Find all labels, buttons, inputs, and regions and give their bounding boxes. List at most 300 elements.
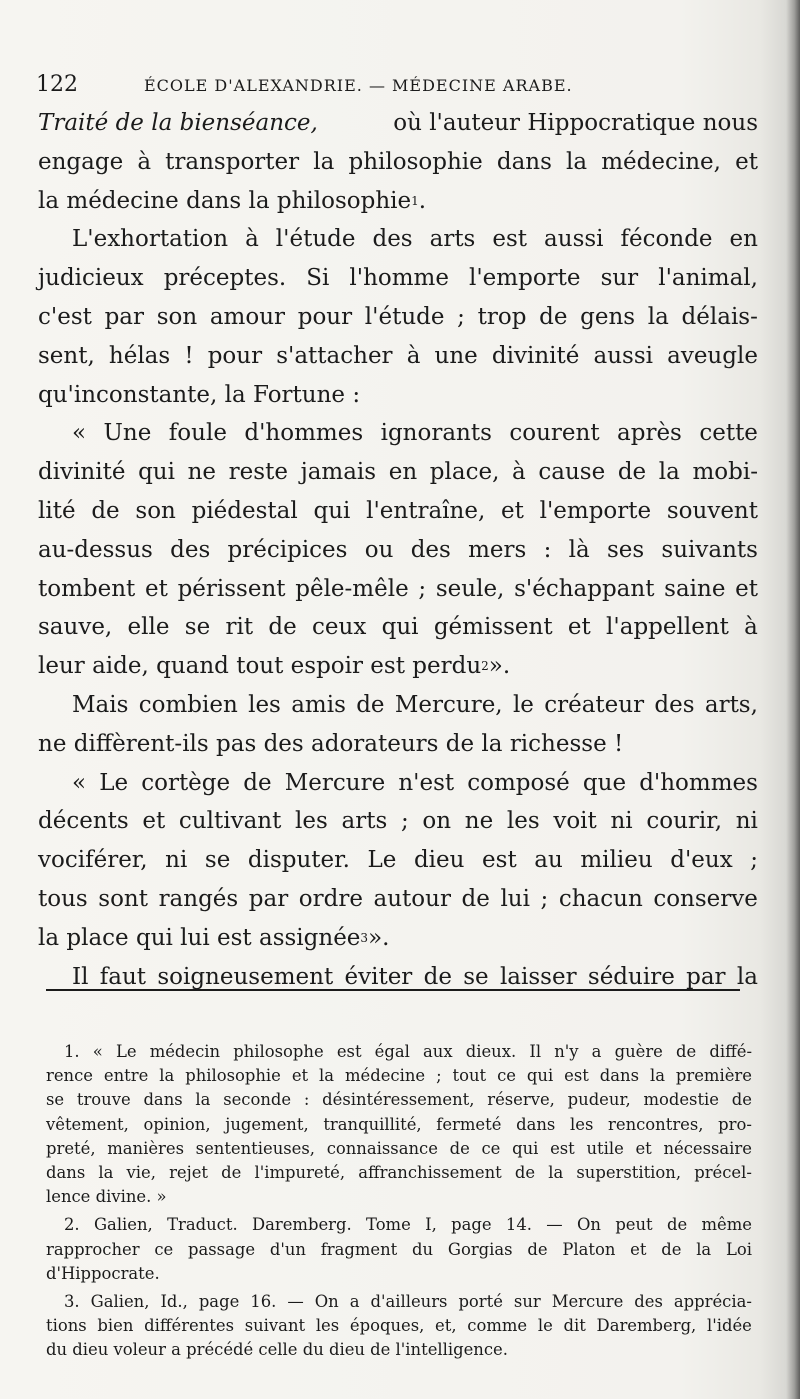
footnote-line <box>46 1064 752 1088</box>
word: de <box>539 303 568 330</box>
text-line <box>38 182 758 221</box>
footnote-1 <box>46 1040 752 1209</box>
word: cause <box>538 459 606 486</box>
word: ordre <box>298 885 363 912</box>
text-line <box>38 337 758 376</box>
word: ce <box>154 1239 174 1259</box>
word: vie, <box>126 1162 156 1182</box>
word: rencontres, <box>608 1114 704 1134</box>
word: dans <box>599 1066 640 1086</box>
word: époques, <box>349 1316 425 1336</box>
text-line <box>38 104 758 143</box>
word: l'entraîne, <box>366 497 486 524</box>
word: et <box>635 1138 652 1158</box>
word: est <box>564 1066 589 1086</box>
word: composé <box>467 769 570 796</box>
word: chacun <box>558 885 643 912</box>
paragraph-start <box>38 686 758 725</box>
word: pour <box>297 303 353 330</box>
word: et <box>501 497 524 524</box>
word: tombent <box>38 575 136 602</box>
footnote-line <box>46 1185 752 1209</box>
book-title-italic: Traité de la bienséance, <box>38 110 318 136</box>
word: c'est <box>38 303 92 330</box>
word: de <box>449 1138 470 1158</box>
word: aux <box>423 1042 453 1061</box>
word: jugement, <box>225 1114 309 1134</box>
word: modestie <box>643 1090 719 1110</box>
word: superstition, <box>576 1162 682 1182</box>
word: Galien, <box>90 1291 150 1311</box>
word: que <box>582 769 627 796</box>
word: les <box>570 1114 594 1134</box>
word: des <box>654 691 695 718</box>
footnote-line <box>46 1113 752 1137</box>
word: par <box>104 303 144 330</box>
word: lui <box>500 885 530 912</box>
word: voit <box>553 808 597 835</box>
word: saine <box>664 575 726 602</box>
word: les <box>506 808 540 835</box>
word: son <box>135 497 176 524</box>
main-text <box>38 104 758 996</box>
word: d'hommes <box>639 769 758 796</box>
word: éviter <box>344 963 413 990</box>
text-line <box>38 143 758 182</box>
word: fragment <box>320 1239 398 1259</box>
word: l'animal, <box>658 265 758 292</box>
word: philosophie <box>185 1066 281 1086</box>
word: sur <box>513 1291 541 1311</box>
word: se <box>204 847 231 874</box>
word: Une <box>103 420 152 447</box>
word: l'emporte <box>469 265 581 292</box>
word: se <box>46 1090 65 1110</box>
word: se <box>184 614 211 641</box>
paragraph-start <box>38 764 758 803</box>
word: a <box>591 1042 602 1061</box>
text-line <box>38 802 758 841</box>
word: ce <box>481 1138 501 1158</box>
word: pudeur, <box>567 1090 631 1110</box>
word: 2. <box>64 1215 80 1235</box>
word: Loi <box>725 1239 752 1259</box>
text-line <box>38 570 758 609</box>
word: et <box>567 614 591 641</box>
word: la <box>313 148 335 175</box>
word: réserve, <box>487 1090 555 1110</box>
word: précel- <box>694 1162 752 1182</box>
word: disputer. <box>247 847 350 874</box>
word: connaissance <box>326 1138 438 1158</box>
word: milieu <box>580 847 653 874</box>
word: de <box>666 1215 688 1235</box>
word: divinité <box>38 459 126 486</box>
word: à <box>245 226 259 253</box>
footnote-line <box>46 1040 752 1064</box>
word: ses <box>606 536 645 563</box>
word: là <box>568 536 590 563</box>
word: qui <box>381 614 419 641</box>
word: On <box>577 1215 601 1235</box>
text-fragment: qu'inconstante, la Fortune : <box>38 381 361 408</box>
word: et, <box>435 1316 457 1336</box>
word: 1. <box>64 1042 80 1061</box>
word: Daremberg. <box>251 1215 352 1235</box>
word: en <box>729 226 758 253</box>
word: arts, <box>704 691 758 718</box>
word: jamais <box>300 459 377 486</box>
word: ; <box>540 885 549 912</box>
word: fermeté <box>436 1114 502 1134</box>
footnote-line <box>46 1213 752 1237</box>
word: ne <box>464 808 494 835</box>
word: Mercure <box>551 1291 624 1311</box>
word: la <box>319 1066 335 1086</box>
word: pour <box>207 342 263 369</box>
footnote-ref-3: 3 <box>360 930 369 945</box>
word: qui <box>526 1066 554 1086</box>
word: des <box>634 1291 663 1311</box>
word: tout <box>452 1066 487 1086</box>
text-line <box>38 531 758 570</box>
word: ce <box>497 1066 516 1086</box>
word: par <box>248 885 289 912</box>
word: est <box>336 1042 362 1061</box>
word: précipices <box>227 536 348 563</box>
word: d'eux <box>670 847 733 874</box>
word: foule <box>168 420 227 447</box>
word: suivant <box>244 1316 306 1336</box>
word: — <box>546 1215 563 1235</box>
word: Mercure <box>284 769 386 796</box>
word: elle <box>127 614 170 641</box>
word: dans <box>143 1090 183 1110</box>
word: philosophie <box>348 148 483 175</box>
footnote-line <box>46 1290 752 1314</box>
word: ; <box>750 847 758 874</box>
footnote-line <box>46 1161 752 1185</box>
word: et <box>735 148 758 175</box>
word: sont <box>98 885 148 912</box>
word: « <box>92 1042 103 1061</box>
word: à <box>744 614 758 641</box>
word: de <box>221 1162 242 1182</box>
footnote-line <box>46 1238 752 1262</box>
word: Id., <box>160 1291 188 1311</box>
word: page <box>198 1291 240 1311</box>
word: tranquillité, <box>323 1114 422 1134</box>
text-line <box>38 298 758 337</box>
word: du <box>412 1239 434 1259</box>
word: seconde <box>223 1090 292 1110</box>
word: même <box>701 1215 752 1235</box>
text-fragment: d'Hippocrate. <box>46 1263 160 1283</box>
word: égal <box>374 1042 410 1061</box>
word: « <box>72 769 87 796</box>
word: s'échappant <box>514 575 655 602</box>
word: d'hommes <box>244 420 364 447</box>
word: d'ailleurs <box>370 1291 448 1311</box>
word: la <box>548 1162 564 1182</box>
word: gens <box>580 303 636 330</box>
word: : <box>543 536 552 563</box>
word: Si <box>306 265 330 292</box>
word: tions <box>46 1316 87 1336</box>
word: qui <box>313 497 351 524</box>
word: On <box>314 1291 339 1311</box>
word: aussi <box>544 226 604 253</box>
word: affranchissement <box>358 1162 502 1182</box>
word: cette <box>699 420 758 447</box>
word: place, <box>429 459 500 486</box>
word: souvent <box>666 497 758 524</box>
word: par <box>686 963 726 990</box>
word: à <box>406 342 421 369</box>
word: : <box>303 1090 310 1110</box>
word: vêtement, <box>46 1114 129 1134</box>
text-fragment: ». <box>368 924 390 951</box>
text-line <box>38 725 758 764</box>
word: n'est <box>398 769 455 796</box>
word: l'étude <box>275 226 356 253</box>
word: l'emporte <box>539 497 652 524</box>
word: la <box>566 148 588 175</box>
word: la <box>647 303 669 330</box>
word: laisser <box>499 963 577 990</box>
word: n'y <box>554 1042 579 1061</box>
word: les <box>295 808 328 835</box>
word: 16. <box>250 1291 277 1311</box>
text-fragment: du dieu voleur a précédé celle du dieu de l'intelligence. <box>46 1340 508 1360</box>
word: préceptes. <box>163 265 287 292</box>
word: est <box>492 226 528 253</box>
word: hélas <box>108 342 171 369</box>
text-fragment: la place qui lui est assignée <box>38 924 361 951</box>
word: rit <box>225 614 254 641</box>
paragraph-start <box>38 220 758 259</box>
word: gémissent <box>433 614 553 641</box>
word: après <box>617 420 682 447</box>
word: ignorants <box>380 420 492 447</box>
word: ; <box>436 1066 442 1086</box>
word: médecine, <box>601 148 721 175</box>
word: Mercure, <box>394 691 503 718</box>
word: ; <box>400 808 409 835</box>
word: sur <box>600 265 639 292</box>
word: de <box>731 1090 752 1110</box>
word: dans <box>496 148 552 175</box>
word: les <box>315 1316 340 1336</box>
word: de <box>268 614 297 641</box>
word: séduire <box>587 963 675 990</box>
word: Le <box>99 769 129 796</box>
word: la <box>159 1066 175 1086</box>
footnote-line <box>46 1314 752 1338</box>
word: bien <box>97 1316 134 1336</box>
paragraph-start <box>38 414 758 453</box>
word: médecine <box>345 1066 426 1086</box>
word: pêle-mêle <box>295 575 409 602</box>
word: philosophe <box>233 1042 324 1061</box>
word: de <box>91 497 120 524</box>
word: Il <box>72 963 89 990</box>
word: mobi- <box>692 459 758 486</box>
word: entre <box>103 1066 149 1086</box>
word: dit <box>563 1316 586 1336</box>
word: la <box>736 963 758 990</box>
text-fragment: . <box>418 187 427 214</box>
text-fragment: ». <box>488 653 511 680</box>
word: courent <box>509 420 600 447</box>
word: la <box>696 1239 712 1259</box>
word: de <box>661 1239 682 1259</box>
word: page <box>451 1215 492 1235</box>
word: la <box>195 1090 211 1110</box>
word: seule, <box>435 575 505 602</box>
footnote-ref-1: 1 <box>411 193 419 208</box>
word: mers <box>468 536 527 563</box>
text-fragment: ne diffèrent-ils pas des adorateurs de la richesse ! <box>38 730 624 757</box>
word: et <box>630 1239 647 1259</box>
word: pro- <box>718 1114 752 1134</box>
text-fragment: la médecine dans la philosophie <box>38 187 412 214</box>
word: la <box>658 459 680 486</box>
text-line <box>38 608 758 647</box>
word: ni <box>610 808 633 835</box>
word: aveugle <box>667 342 758 369</box>
word: dans <box>46 1162 86 1182</box>
word: Galien, <box>93 1215 153 1235</box>
word: la <box>98 1162 114 1182</box>
word: au <box>534 847 563 874</box>
word: rence <box>46 1066 93 1086</box>
word: arts <box>429 226 476 253</box>
word: de <box>676 1042 697 1061</box>
word: est <box>550 1138 575 1158</box>
word: de <box>527 1239 548 1259</box>
word: sent, <box>38 342 95 369</box>
word: Platon <box>562 1239 616 1259</box>
word: Il <box>529 1042 542 1061</box>
word: manières <box>107 1138 184 1158</box>
word: diffé- <box>709 1042 752 1061</box>
word: cortège <box>141 769 231 796</box>
word: le <box>537 1316 553 1336</box>
text-line <box>38 841 758 880</box>
word: Le <box>115 1042 137 1061</box>
text-fragment: où l'auteur Hippocratique nous <box>393 110 758 136</box>
word: ni <box>735 808 758 835</box>
word: piédestal <box>191 497 298 524</box>
word: à <box>512 459 526 486</box>
word: a <box>349 1291 360 1311</box>
word: de <box>461 885 490 912</box>
word: et <box>735 575 758 602</box>
word: s'attacher <box>276 342 393 369</box>
word: qui <box>512 1138 539 1158</box>
word: féconde <box>620 226 713 253</box>
word: transporter <box>165 148 300 175</box>
word: « <box>72 420 87 447</box>
word: amis <box>291 691 346 718</box>
word: dieu <box>413 847 465 874</box>
running-head: ÉCOLE D'ALEXANDRIE. — MÉDECINE ARABE. <box>144 76 573 95</box>
word: courir, <box>646 808 723 835</box>
word: de <box>356 691 385 718</box>
word: Mais <box>72 691 129 718</box>
word: I, <box>425 1215 437 1235</box>
word: ; <box>457 303 465 330</box>
word: à <box>137 148 152 175</box>
word: différentes <box>144 1316 234 1336</box>
word: première <box>675 1066 752 1086</box>
word: des <box>170 536 211 563</box>
text-line <box>38 919 758 958</box>
text-line <box>38 376 758 415</box>
word: délais- <box>681 303 758 330</box>
footnote-ref-2: 2 <box>481 659 489 674</box>
word: ne <box>187 459 217 486</box>
word: dieux. <box>465 1042 517 1061</box>
footnote-3 <box>46 1290 752 1363</box>
word: Gorgias <box>447 1239 513 1259</box>
word: et <box>145 575 168 602</box>
word: d'un <box>269 1239 306 1259</box>
word: l'homme <box>349 265 449 292</box>
word: médecin <box>149 1042 221 1061</box>
word: trop <box>477 303 527 330</box>
page-edge-shadow <box>786 0 800 1399</box>
text-line <box>38 492 758 531</box>
word: passage <box>188 1239 256 1259</box>
word: Le <box>367 847 397 874</box>
word: preté, <box>46 1138 96 1158</box>
word: l'étude <box>364 303 445 330</box>
word: lité <box>38 497 76 524</box>
word: est <box>482 847 517 874</box>
word: créateur <box>544 691 645 718</box>
word: périssent <box>177 575 286 602</box>
word: dans <box>516 1114 556 1134</box>
word: rangés <box>158 885 239 912</box>
text-fragment: lence divine. » <box>46 1187 167 1207</box>
footnotes <box>46 1040 752 1366</box>
text-line <box>38 880 758 919</box>
word: au-dessus <box>38 536 153 563</box>
word: en <box>388 459 418 486</box>
word: les <box>248 691 281 718</box>
word: engage <box>38 148 124 175</box>
word: rejet <box>169 1162 208 1182</box>
page-header <box>36 70 756 100</box>
word: tous <box>38 885 88 912</box>
word: la <box>649 1066 665 1086</box>
word: guère <box>614 1042 663 1061</box>
word: l'appellent <box>606 614 729 641</box>
word: divinité <box>491 342 580 369</box>
word: ! <box>184 342 194 369</box>
word: aussi <box>593 342 653 369</box>
word: soigneusement <box>157 963 334 990</box>
word: sauve, <box>38 614 113 641</box>
word: Tome <box>366 1215 411 1235</box>
footnote-line <box>46 1338 752 1362</box>
word: ou <box>364 536 394 563</box>
word: de <box>514 1162 536 1182</box>
word: et <box>291 1066 309 1086</box>
footnote-separator <box>46 989 740 991</box>
